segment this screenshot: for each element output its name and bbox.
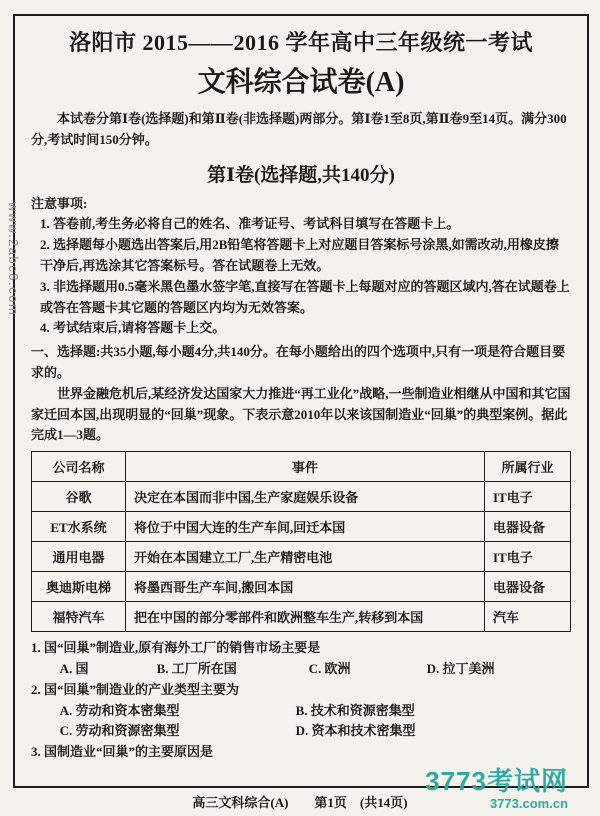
company-cell: 福特汽车: [32, 602, 126, 632]
table-row: [32, 602, 571, 632]
option-a: A. 劳动和资本密集型: [59, 702, 180, 718]
question-3: [31, 742, 571, 763]
event-cell: 决定在本国而非中国,生产家庭娱乐设备: [126, 482, 485, 512]
page-border-frame: [13, 14, 589, 788]
exam-title: 洛阳市 2015——2016 学年高中三年级统一考试: [68, 30, 533, 55]
company-header: 公司名称: [32, 452, 126, 482]
table-row: [32, 572, 571, 602]
page-footer: 高三文科综合(A) 第1页 (共14页): [192, 795, 408, 810]
event-cell: 将墨西哥生产车间,搬回本国: [126, 572, 485, 602]
option-b: B. 工厂所在国: [156, 660, 237, 676]
site-url-watermark: 3773.com.cn: [489, 796, 568, 812]
cases-table: [31, 451, 571, 632]
industry-cell: IT电子: [485, 542, 571, 572]
site-watermark: [425, 768, 568, 811]
event-cell: 开始在本国建立工厂,生产精密电池: [126, 542, 485, 572]
section1-title: 第Ⅰ卷(选择题,共140分): [207, 164, 395, 186]
question-2-options: [31, 701, 571, 743]
part1-passage: 世界金融危机后,某经济发达国家大力推进“再工业化”战略,一些制造业相继从中国和其它国家迁回本国,出现明显的“回巢”现象。下表示意2010年以来该国制造业“回巢”的典型案例。据此完成1—3题。: [31, 385, 571, 443]
table-row: [32, 542, 571, 572]
event-header: 事件: [126, 452, 485, 482]
industry-cell: 电器设备: [485, 512, 571, 542]
option-c: C. 劳动和资源密集型: [59, 723, 180, 739]
company-cell: ET水系统: [32, 512, 126, 542]
notice-block: [31, 194, 571, 340]
table-header-row: [32, 452, 571, 482]
question-2: [31, 680, 571, 742]
industry-cell: IT电子: [485, 482, 571, 512]
intro-paragraph: 本试卷分第Ⅰ卷(选择题)和第Ⅱ卷(非选择题)两部分。第Ⅰ卷1至8页,第Ⅱ卷9至14页。满分300分,考试时间150分钟。: [31, 111, 567, 147]
event-cell: 将位于中国大连的生产车间,回迁本国: [126, 512, 485, 542]
company-cell: 通用电器: [32, 542, 126, 572]
notice-item: 4. 考试结束后,请将答题卡上交。: [40, 320, 226, 336]
option-d: D. 拉丁美洲: [426, 660, 495, 676]
option-d: D. 资本和技术密集型: [295, 723, 416, 739]
part1-instruction: 一、选择题:共35小题,每小题4分,共140分。在每小题给出的四个选项中,只有一项是符合题目要求的。: [31, 344, 566, 380]
notice-item: 1. 答卷前,考生务必将自己的姓名、准考证号、考试科目填写在答题卡上。: [40, 216, 460, 232]
table-row: [32, 512, 571, 542]
company-cell: 奥迪斯电梯: [32, 572, 126, 602]
left-watermark: www.2abc8.com: [6, 202, 21, 317]
notice-item: 3. 非选择题用0.5毫米黑色墨水签字笔,直接写在答题卡上每题对应的答题区域内,答在试题卷上或答在答题卡其它题的答题区内均为无效答案。: [40, 278, 570, 315]
question-1: [31, 638, 571, 680]
industry-header: 所属行业: [485, 452, 571, 482]
event-cell: 把在中国的部分零部件和欧洲整车生产,转移到本国: [126, 602, 485, 632]
table-row: [32, 482, 571, 512]
paper-title: 文科综合试卷(A): [197, 67, 405, 98]
industry-cell: 汽车: [485, 602, 571, 632]
option-b: B. 技术和资源密集型: [295, 702, 415, 718]
company-cell: 谷歌: [32, 482, 126, 512]
question-1-options: [31, 659, 571, 680]
option-c: C. 欧洲: [308, 660, 351, 676]
question-1-text: 1. 国“回巢”制造业,原有海外工厂的销售市场主要是: [31, 640, 321, 656]
question-2-text: 2. 国“回巢”制造业的产业类型主要为: [31, 681, 240, 697]
industry-cell: 电器设备: [485, 572, 571, 602]
option-a: A. 国: [59, 660, 89, 676]
question-3-text: 3. 国制造业“回巢”的主要原因是: [31, 744, 214, 760]
site-name-watermark: 3773考试网: [425, 766, 568, 797]
notice-title: 注意事项:: [31, 195, 88, 211]
notice-item: 2. 选择题每小题选出答案后,用2B铅笔将答题卡上对应题目答案标号涂黑,如需改动,用橡皮擦干净后,再选涂其它答案标号。答在试题卷上无效。: [40, 237, 559, 273]
